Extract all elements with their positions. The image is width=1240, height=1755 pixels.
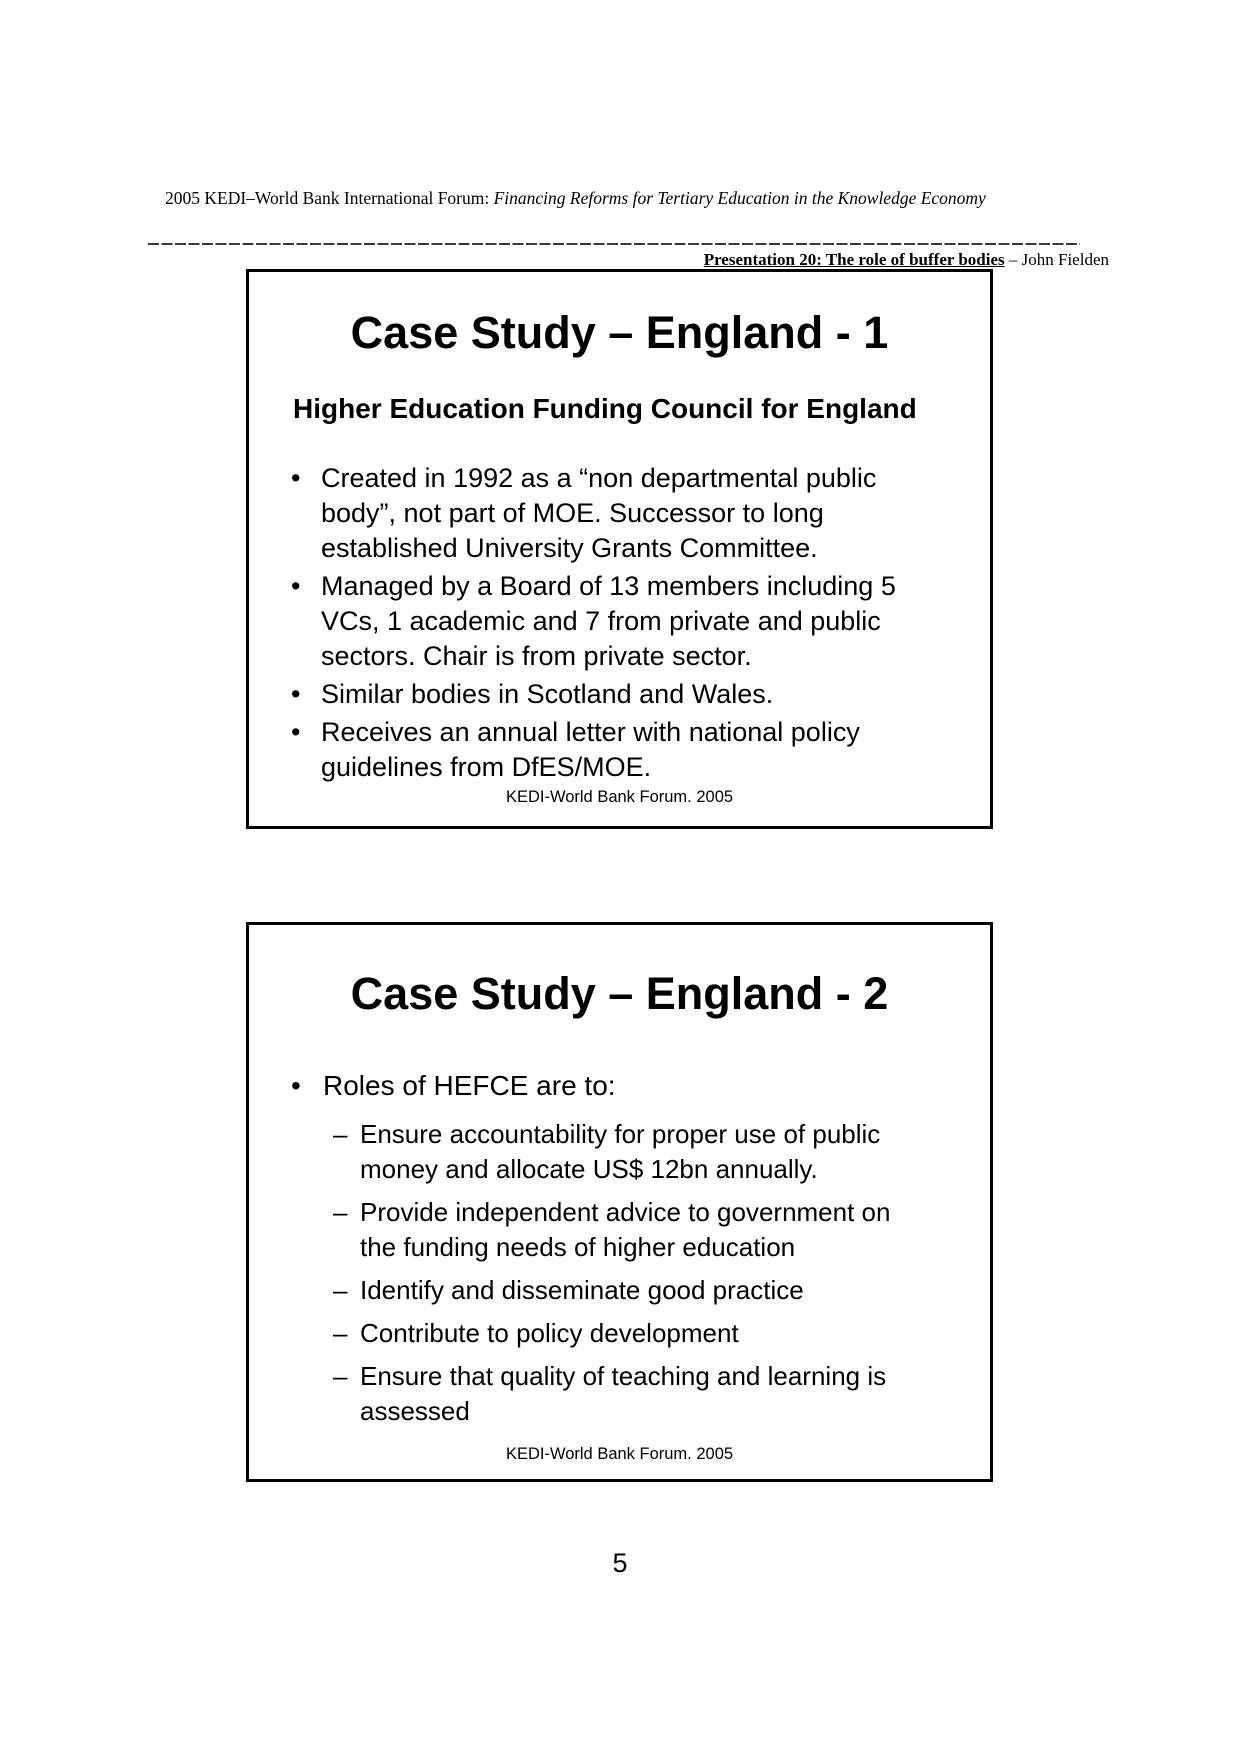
- slide-1-title: Case Study – England - 1: [350, 307, 889, 358]
- bullet-text: Roles of HEFCE are to:: [323, 1070, 616, 1101]
- forum-title: 2005 KEDI–World Bank International Forum:: [165, 188, 490, 208]
- bullet-marker: •: [291, 678, 301, 709]
- slide-2-sub-bullet-list: [249, 1117, 990, 1429]
- slide-1-bullet-list: [249, 461, 990, 785]
- sub-bullet-marker: –: [333, 1361, 348, 1391]
- sub-bullet-text: Identify and disseminate good practice: [360, 1275, 804, 1305]
- bullet-text: Created in 1992 as a “non departmental public body”, not part of MOE. Successor to long established University Grants Committee.: [321, 462, 877, 563]
- presentation-title: Presentation 20: The role of buffer bodies: [703, 250, 1005, 269]
- page-header: [165, 188, 1125, 209]
- sub-bullet-text: Contribute to policy development: [360, 1318, 739, 1348]
- presentation-author: – John Fielden: [1004, 250, 1109, 269]
- bullet-item: [291, 677, 990, 712]
- sub-bullet-item: [333, 1195, 990, 1265]
- sub-bullet-item: [333, 1316, 990, 1351]
- slide-1: [246, 269, 993, 829]
- bullet-marker: •: [291, 716, 301, 747]
- sub-bullet-marker: –: [333, 1119, 348, 1149]
- sub-bullet-item: [333, 1117, 990, 1187]
- sub-bullet-marker: –: [333, 1318, 348, 1348]
- bullet-item: [291, 569, 990, 674]
- page-number: 5: [612, 1548, 628, 1578]
- bullet-marker: •: [291, 1070, 301, 1101]
- bullet-text: Receives an annual letter with national policy guidelines from DfES/MOE.: [321, 716, 860, 782]
- bullet-item: [291, 461, 990, 566]
- bullet-text: Managed by a Board of 13 members including 5 VCs, 1 academic and 7 from private and public sectors. Chair is from private sector.: [321, 570, 896, 671]
- forum-title-italic: Financing Reforms for Tertiary Education in the Knowledge Economy: [489, 188, 986, 208]
- slide-2-footer: KEDI-World Bank Forum. 2005: [505, 1445, 734, 1463]
- presentation-header: [704, 250, 1109, 270]
- slide-1-footer: KEDI-World Bank Forum. 2005: [505, 787, 734, 806]
- slide-2: [246, 922, 993, 1482]
- slide-2-bullet-list: [249, 1067, 990, 1105]
- sub-bullet-text: Ensure accountability for proper use of public money and allocate US$ 12bn annually.: [360, 1119, 881, 1184]
- bullet-text: Similar bodies in Scotland and Wales.: [321, 678, 774, 709]
- bullet-item: [291, 1067, 990, 1105]
- slide-2-title: Case Study – England - 2: [350, 968, 889, 1019]
- sub-bullet-marker: –: [333, 1275, 348, 1305]
- sub-bullet-text: Provide independent advice to government on the funding needs of higher education: [360, 1197, 891, 1262]
- sub-bullet-marker: –: [333, 1197, 348, 1227]
- header-divider: [148, 243, 1080, 245]
- bullet-marker: •: [291, 462, 301, 493]
- slide-1-subtitle: Higher Education Funding Council for England: [293, 393, 917, 424]
- sub-bullet-text: Ensure that quality of teaching and learning is assessed: [360, 1361, 887, 1426]
- sub-bullet-item: [333, 1273, 990, 1308]
- bullet-marker: •: [291, 570, 301, 601]
- bullet-item: [291, 715, 990, 785]
- sub-bullet-item: [333, 1359, 990, 1429]
